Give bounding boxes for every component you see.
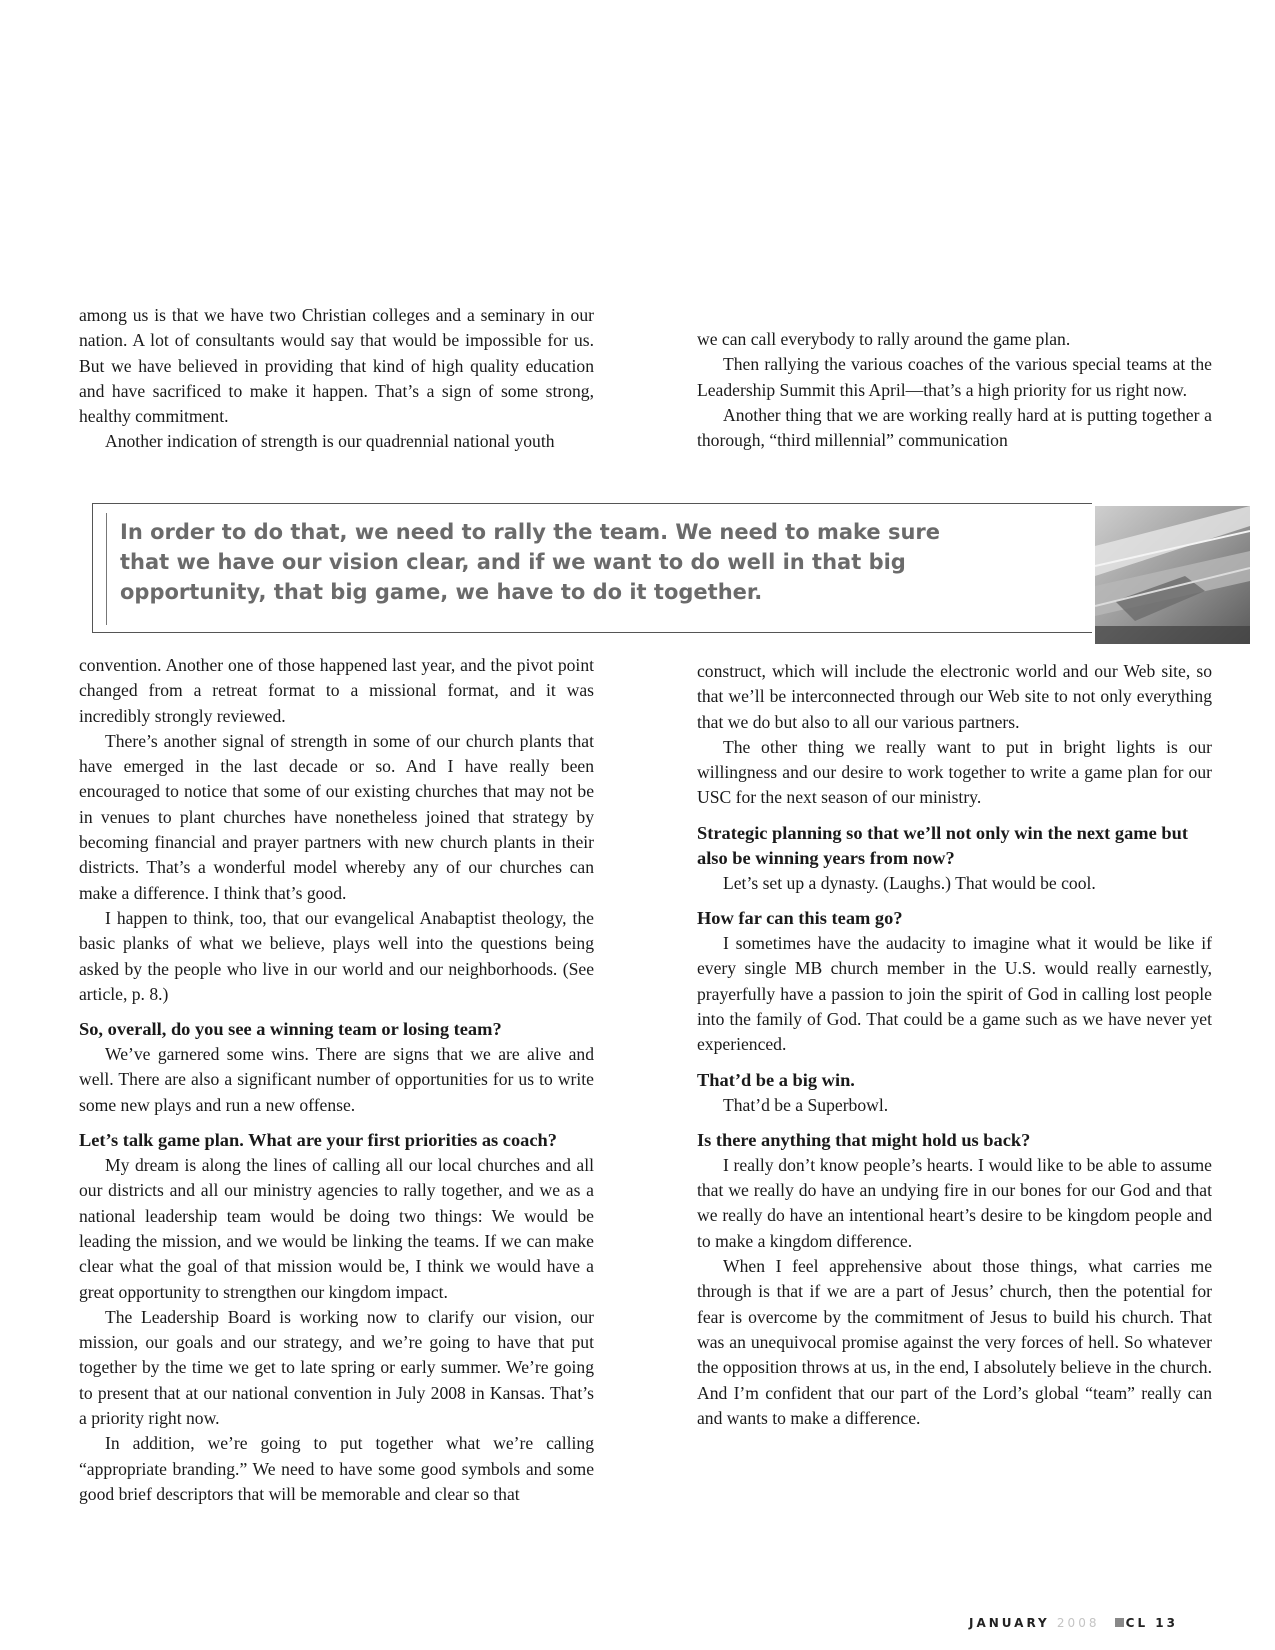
footer-publication: CL 13 — [1125, 1616, 1178, 1630]
paragraph: among us is that we have two Christian colleges and a seminary in our nation. A lot of consultants would say that would be impossible for us. But we have believed in providing that kind of high quality education and have sacrificed to make it happen. That’s a sign of some strong, healthy commitment. — [79, 305, 594, 427]
page-footer — [969, 1616, 1178, 1630]
paragraph: Another indication of strength is our quadrennial national youth — [105, 431, 555, 452]
paragraph: construct, which will include the electronic world and our Web site, so that we’ll be interconnected through our Web site to not only everything that we do but also to all our various partners. — [697, 661, 1212, 732]
footer-year: 2008 — [1056, 1616, 1100, 1630]
box-rule-left — [92, 503, 93, 633]
question-heading: That’d be a big win. — [697, 1069, 855, 1090]
answer-paragraph: In addition, we’re going to put together what we’re calling “appropriate branding.” We need to have some good symbols and some good brief descriptors that will be memorable and clear so that — [79, 1433, 594, 1504]
answer-paragraph: We’ve garnered some wins. There are signs that we are alive and well. There are also a significant number of opportunities for us to write some new plays and run a new offense. — [79, 1044, 594, 1115]
footer-month: JANUARY — [969, 1616, 1050, 1630]
paragraph: The other thing we really want to put in bright lights is our willingness and our desire to work together to write a game plan for our USC for the next season of our ministry. — [697, 736, 1212, 808]
question-heading: So, overall, do you see a winning team or losing team? — [79, 1019, 502, 1040]
bottom-left-column — [79, 653, 594, 1507]
top-left-column — [79, 303, 594, 455]
question-heading: Is there anything that might hold us back? — [697, 1129, 1031, 1150]
question-heading: How far can this team go? — [697, 908, 903, 929]
answer-paragraph: Let’s set up a dynasty. (Laughs.) That would be cool. — [723, 872, 1096, 893]
bottom-right-column — [697, 659, 1212, 1431]
question-heading: Strategic planning so that we’ll not only win the next game but also be winning years from now? — [697, 822, 1188, 868]
paragraph: Another thing that we are working really hard at is putting together a thorough, “third millennial” communication — [697, 404, 1212, 451]
answer-paragraph: My dream is along the lines of calling all our local churches and all our districts and all our ministry agencies to rally together, and we as a national leadership team would be doing two things: We would be leading the mission, and we would be linking the teams. If we can make clear what the goal of that mission would be, I think we would have a great opportunity to strengthen our kingdom impact. — [79, 1155, 594, 1302]
answer-paragraph: I really don’t know people’s hearts. I would like to be able to assume that we really do have an undying fire in our bones for our God and that we really do have an intentional heart’s desire to be kingdom people and to make a kingdom difference. — [697, 1154, 1212, 1251]
square-bullet-icon — [1115, 1618, 1124, 1627]
box-rule-bottom — [92, 632, 1092, 633]
answer-paragraph: I sometimes have the audacity to imagine what it would be like if every single MB church member in the U.S. would really earnestly, prayerfully have a passion to join the spirit of God in calling lost people into the family of God. That could be a game such as we have never yet experienced. — [697, 933, 1212, 1055]
box-rule-inner — [106, 513, 107, 625]
answer-paragraph: That’d be a Superbowl. — [723, 1094, 889, 1115]
paragraph: There’s another signal of strength in some of our church plants that have emerged in the last decade or so. And I have really been encouraged to notice that some of our existing churches that may not be in venues to plant churches have nonetheless joined that strategy by becoming financial and prayer partners with new church plants in their districts. That’s a wonderful model whereby any of our churches can make a difference. I think that’s good. — [79, 730, 594, 903]
pull-quote-box — [92, 503, 1155, 633]
paragraph: Then rallying the various coaches of the various special teams at the Leadership Summit this April—that’s a high priority for us right now. — [697, 354, 1212, 400]
answer-paragraph: The Leadership Board is working now to clarify our vision, our mission, our goals and our strategy, and we’re going to have that put together by the time we get to late spring or early summer. We’re going to present that at our national convention in July 2008 in Kansas. That’s a priority right now. — [79, 1306, 594, 1429]
football-field-photo — [1095, 506, 1250, 644]
box-rule-top — [92, 503, 1092, 504]
paragraph: I happen to think, too, that our evangelical Anabaptist theology, the basic planks of what we believe, plays well into the questions being asked by the people who live in our world and our neighborhoods. (See article, p. 8.) — [79, 907, 594, 1004]
paragraph: we can call everybody to rally around the game plan. — [697, 329, 1071, 349]
question-heading: Let’s talk game plan. What are your first priorities as coach? — [79, 1130, 557, 1151]
pull-quote: In order to do that, we need to rally the team. We need to make sure that we have our vision clear, and if we want to do well in that big opportunity, that big game, we have to do it together. — [120, 520, 941, 604]
top-right-column — [697, 327, 1212, 453]
paragraph: convention. Another one of those happened last year, and the pivot point changed from a retreat format to a missional format, and it was incredibly strongly reviewed. — [79, 655, 594, 726]
answer-paragraph: When I feel apprehensive about those things, what carries me through is that if we are a part of Jesus’ church, then the potential for fear is overcome by the commitment of Jesus to build his church. That was an unequivocal promise against the very forces of hell. So whatever the opposition throws at us, in the end, I absolutely believe in the church. And I’m confident that our part of the Lord’s global “team” really can and wants to make a difference. — [697, 1256, 1212, 1428]
